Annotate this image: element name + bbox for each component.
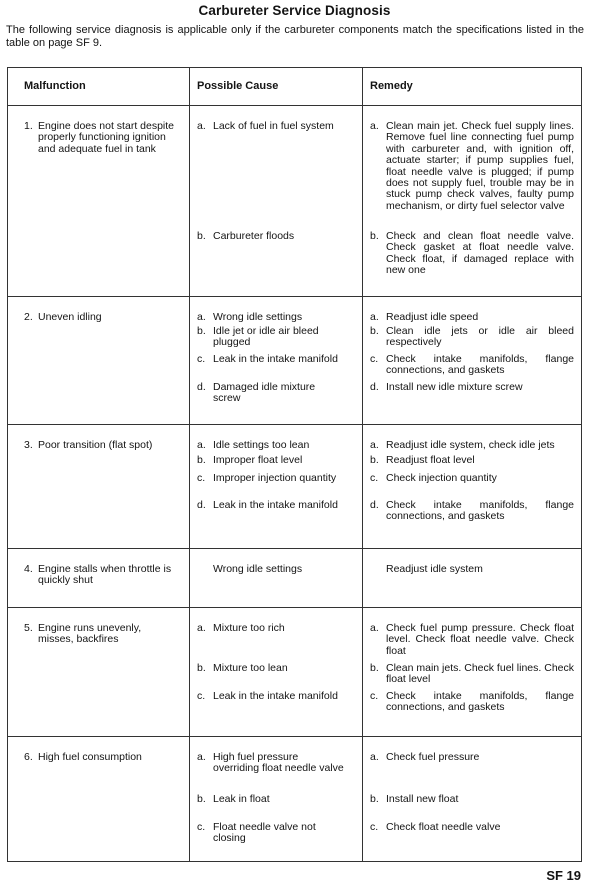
malfunction-item <box>24 312 179 323</box>
cause-item <box>197 326 345 349</box>
item-text: Mixture too lean <box>213 662 288 674</box>
row-divider <box>8 424 581 425</box>
item-text: Leak in the intake manifold <box>213 353 338 365</box>
cause-item <box>197 121 345 132</box>
item-text: Clean idle jets or idle air bleed respectively <box>386 325 574 349</box>
item-letter: 4. <box>24 563 33 575</box>
item-letter: 6. <box>24 751 33 763</box>
item-letter: d. <box>370 381 379 393</box>
cause-item <box>197 822 345 845</box>
item-letter: b. <box>370 662 379 674</box>
cause-item <box>197 312 345 323</box>
column-divider <box>189 68 190 861</box>
remedy-item <box>370 312 574 323</box>
item-letter: a. <box>370 751 379 763</box>
item-text: Install new float <box>386 793 459 805</box>
item-text: Clean main jet. Check fuel supply lines. Remove fuel line connecting fuel pump with carbureter and, with ignition off, actuate starter; if pump supplies fuel, float needle valve is plugged; if pump does not supply fuel, trouble may be in stuck pump check valves, faulty pump mechanism, or dirty fuel selector valve <box>386 120 574 212</box>
item-letter: 3. <box>24 439 33 451</box>
item-text: Uneven idling <box>38 311 102 323</box>
item-text: Install new idle mixture screw <box>386 381 523 393</box>
remedy-item <box>370 691 574 714</box>
cause-item <box>197 564 345 575</box>
item-text: Wrong idle settings <box>213 563 303 575</box>
header-possible-cause: Possible Cause <box>197 80 279 92</box>
item-text: High fuel consumption <box>38 751 142 763</box>
cause-item <box>197 691 345 702</box>
item-letter: b. <box>197 230 206 242</box>
item-text: Check fuel pressure <box>386 751 480 763</box>
item-letter: b. <box>197 454 206 466</box>
item-text: Readjust idle system, check idle jets <box>386 439 555 451</box>
item-letter: 1. <box>24 120 33 132</box>
item-text: Check intake manifolds, flange connections, and gaskets <box>386 499 574 523</box>
remedy-item <box>370 473 574 484</box>
malfunction-item <box>24 623 179 646</box>
item-letter: c. <box>197 353 206 365</box>
item-letter: b. <box>197 325 206 337</box>
item-text: Clean main jets. Check fuel lines. Check float level <box>386 662 574 686</box>
item-letter: b. <box>197 793 206 805</box>
row-divider <box>8 548 581 549</box>
item-text: Check fuel pump pressure. Check float level. Check float needle valve. Check float <box>386 622 574 657</box>
remedy-item <box>370 663 574 686</box>
column-divider <box>362 68 363 861</box>
item-letter: c. <box>370 690 379 702</box>
item-text: Leak in the intake manifold <box>213 499 338 511</box>
item-text: Idle jet or idle air bleed plugged <box>213 325 319 349</box>
header-remedy: Remedy <box>370 80 413 92</box>
item-letter: c. <box>197 690 206 702</box>
item-letter <box>197 564 213 575</box>
item-letter: c. <box>197 472 206 484</box>
item-text: Readjust idle speed <box>386 311 479 323</box>
remedy-item <box>370 822 574 833</box>
item-text: Mixture too rich <box>213 622 285 634</box>
item-letter: a. <box>370 439 379 451</box>
item-text: Carbureter floods <box>213 230 295 242</box>
cause-item <box>197 382 345 405</box>
row-divider <box>8 296 581 297</box>
cause-item <box>197 752 345 775</box>
cause-item <box>197 623 345 634</box>
remedy-item <box>370 326 574 349</box>
remedy-item <box>370 500 574 523</box>
remedy-item <box>370 382 574 393</box>
cause-item <box>197 663 345 674</box>
item-text: Readjust idle system <box>386 563 483 575</box>
remedy-item <box>370 440 574 451</box>
remedy-item <box>370 752 574 763</box>
remedy-item <box>370 231 574 277</box>
malfunction-item <box>24 564 179 587</box>
item-text: Wrong idle settings <box>213 311 303 323</box>
item-letter: a. <box>197 751 206 763</box>
item-text: Check injection quantity <box>386 472 497 484</box>
cause-item <box>197 354 345 365</box>
item-letter: b. <box>370 793 379 805</box>
item-letter: d. <box>370 499 379 511</box>
item-text: Check and clean float needle valve. Check gasket at float needle valve. Check float, if damaged replace with new one <box>386 230 574 277</box>
item-text: Lack of fuel in fuel system <box>213 120 334 132</box>
item-letter: a. <box>197 439 206 451</box>
item-text: Check intake manifolds, flange connections, and gaskets <box>386 353 574 377</box>
item-text: High fuel pressure overriding float needle valve <box>213 751 344 775</box>
cause-item <box>197 440 345 451</box>
row-divider <box>8 607 581 608</box>
item-text: Float needle valve not closing <box>213 821 316 845</box>
item-text: Engine runs unevenly, misses, backfires <box>38 622 142 646</box>
item-letter: d. <box>197 381 206 393</box>
item-letter: b. <box>197 662 206 674</box>
row-divider <box>8 105 581 106</box>
item-text: Idle settings too lean <box>213 439 310 451</box>
item-letter: b. <box>370 325 379 337</box>
remedy-item <box>370 455 574 466</box>
item-letter: b. <box>370 230 379 242</box>
row-divider <box>8 736 581 737</box>
remedy-item <box>370 121 574 212</box>
cause-item <box>197 473 345 484</box>
remedy-item <box>370 794 574 805</box>
item-text: Leak in the intake manifold <box>213 690 338 702</box>
remedy-item <box>370 354 574 377</box>
item-letter: c. <box>370 353 379 365</box>
item-text: Engine stalls when throttle is quickly shut <box>38 563 172 587</box>
cause-item <box>197 455 345 466</box>
item-text: Check float needle valve <box>386 821 501 833</box>
item-text: Poor transition (flat spot) <box>38 439 153 451</box>
cause-item <box>197 794 345 805</box>
item-letter: a. <box>197 120 206 132</box>
diagnosis-table <box>7 67 582 862</box>
remedy-item <box>370 564 574 575</box>
header-malfunction: Malfunction <box>24 80 86 92</box>
item-text: Improper float level <box>213 454 303 466</box>
item-letter: c. <box>370 821 379 833</box>
item-letter: c. <box>197 821 206 833</box>
item-text: Check intake manifolds, flange connections, and gaskets <box>386 690 574 714</box>
cause-item <box>197 231 345 242</box>
item-letter: 5. <box>24 622 33 634</box>
item-letter: a. <box>370 120 379 132</box>
cause-item <box>197 500 345 511</box>
item-letter: a. <box>197 311 206 323</box>
item-letter: a. <box>370 311 379 323</box>
item-letter: 2. <box>24 311 33 323</box>
item-letter: b. <box>370 454 379 466</box>
item-letter: d. <box>197 499 206 511</box>
item-text: Damaged idle mixture screw <box>213 381 316 405</box>
malfunction-item <box>24 440 179 451</box>
item-text: Engine does not start despite properly functioning ignition and adequate fuel in tank <box>38 120 175 155</box>
malfunction-item <box>24 752 179 763</box>
remedy-item <box>370 623 574 657</box>
page-title: Carbureter Service Diagnosis <box>198 3 391 18</box>
item-text: Improper injection quantity <box>213 472 337 484</box>
item-letter: c. <box>370 472 379 484</box>
item-letter <box>370 564 386 575</box>
item-letter: a. <box>197 622 206 634</box>
item-letter: a. <box>370 622 379 634</box>
item-text: Leak in float <box>213 793 270 805</box>
page-number: SF 19 <box>546 868 581 883</box>
intro-text: The following service diagnosis is applicable only if the carbureter components match the specifications listed in the table on page SF 9. <box>6 24 584 49</box>
malfunction-item <box>24 121 179 155</box>
item-text: Readjust float level <box>386 454 475 466</box>
